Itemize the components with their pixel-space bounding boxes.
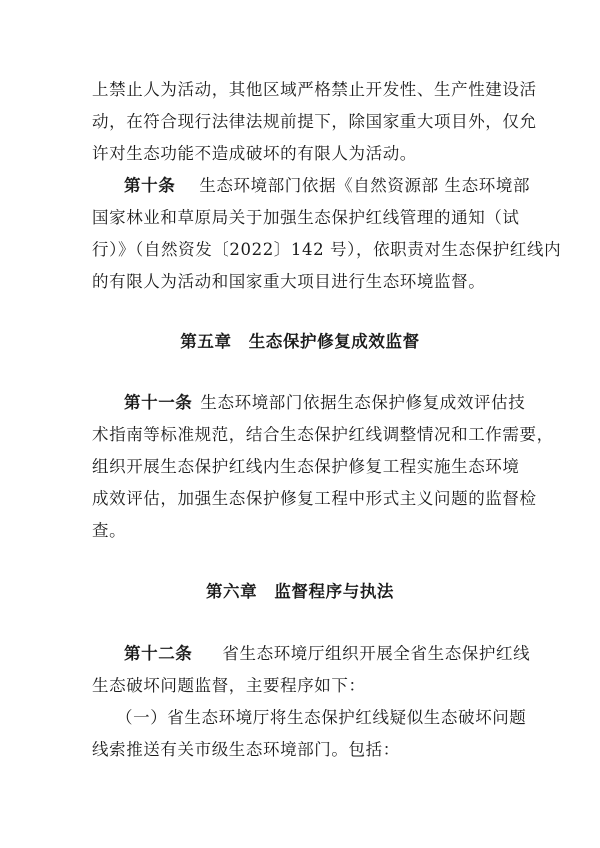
paragraph-line: 查。 (92, 521, 127, 540)
article-12-first-line (124, 643, 554, 665)
paragraph-line: 生态破坏问题监督，主要程序如下： (92, 676, 366, 695)
paragraph-line: 动，在符合现行法律法规前提下，除国家重大项目外，仅允 (92, 112, 537, 131)
chapter-6-heading: 第六章 监督程序与执法 (205, 582, 395, 601)
paragraph-line: 行）》（自然资发〔2022〕142 号），依职责对生态保护红线内 (92, 240, 562, 259)
article-11-label: 第十一条 (124, 393, 193, 412)
chapter-5-heading: 第五章 生态保护修复成效监督 (180, 332, 420, 351)
article-11-first-line (124, 392, 554, 414)
paragraph-line: （一）省生态环境厅将生态保护红线疑似生态破坏问题 (116, 708, 527, 727)
article-10-text: 生态环境部门依据《自然资源部 生态环境部 (199, 176, 531, 195)
paragraph-line: 许对生态功能不造成破坏的有限人为活动。 (92, 144, 417, 163)
paragraph-line: 的有限人为活动和国家重大项目进行生态环境监督。 (92, 272, 486, 291)
article-10-label: 第十条 (124, 176, 176, 195)
paragraph-line: 组织开展生态保护红线内生态保护修复工程实施生态环境 (92, 457, 520, 476)
paragraph-line: 上禁止人为活动，其他区域严格禁止开发性、生产性建设活 (92, 80, 537, 99)
paragraph-line: 国家林业和草原局关于加强生态保护红线管理的通知（试 (92, 208, 520, 227)
paragraph-line: 成效评估，加强生态保护修复工程中形式主义问题的监督检 (92, 489, 537, 508)
article-11-text: 生态环境部门依据生态保护修复成效评估技 (200, 393, 526, 412)
paragraph-line: 线索推送有关市级生态环境部门。包括： (92, 740, 400, 759)
paragraph-line: 术指南等标准规范，结合生态保护红线调整情况和工作需要， (92, 425, 554, 444)
article-12-text: 省生态环境厅组织开展全省生态保护红线 (222, 644, 531, 663)
article-10-first-line (124, 175, 554, 197)
article-12-label: 第十二条 (124, 644, 193, 663)
